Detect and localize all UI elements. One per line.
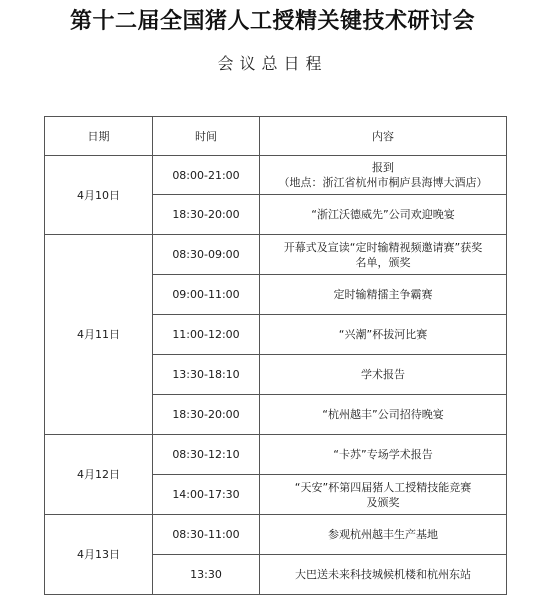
table-header-row xyxy=(45,117,507,156)
time-cell: 14:00-17:30 xyxy=(153,475,260,515)
content-line: 及颁奖 xyxy=(366,495,400,509)
time-cell: 13:30-18:10 xyxy=(153,355,260,395)
content-cell xyxy=(260,235,507,275)
table-row xyxy=(45,235,507,275)
time-cell: 18:30-20:00 xyxy=(153,395,260,435)
header-date: 日期 xyxy=(45,117,153,156)
time-cell: 08:30-12:10 xyxy=(153,435,260,475)
content-cell xyxy=(260,475,507,515)
page-subtitle: 会议总日程 xyxy=(217,54,328,73)
content-cell: 学术报告 xyxy=(260,355,507,395)
content-line: “天安”杯第四届猪人工授精技能竞赛 xyxy=(294,480,472,494)
content-line: 名单，颁奖 xyxy=(355,255,411,269)
content-line: 开幕式及宣读“定时输精视频邀请赛”获奖 xyxy=(283,240,483,254)
content-cell: 参观杭州越丰生产基地 xyxy=(260,515,507,555)
page-title: 第十二届全国猪人工授精关键技术研讨会 xyxy=(69,8,475,34)
schedule-table xyxy=(44,116,507,595)
time-cell: 11:00-12:00 xyxy=(153,315,260,355)
time-cell: 09:00-11:00 xyxy=(153,275,260,315)
time-cell: 08:30-09:00 xyxy=(153,235,260,275)
date-cell: 4月13日 xyxy=(45,515,153,595)
content-cell: “浙江沃德威先”公司欢迎晚宴 xyxy=(260,195,507,235)
content-line: （地点：浙江省杭州市桐庐县海博大酒店） xyxy=(278,176,488,189)
content-cell xyxy=(260,156,507,195)
table-row xyxy=(45,435,507,475)
time-cell: 18:30-20:00 xyxy=(153,195,260,235)
time-cell: 13:30 xyxy=(153,555,260,595)
header-content: 内容 xyxy=(260,117,507,156)
content-cell: 定时输精擂主争霸赛 xyxy=(260,275,507,315)
date-cell: 4月11日 xyxy=(45,235,153,435)
content-cell: “杭州越丰”公司招待晚宴 xyxy=(260,395,507,435)
table-row xyxy=(45,515,507,555)
content-line: 报到 xyxy=(372,161,394,174)
table-row xyxy=(45,156,507,195)
time-cell: 08:00-21:00 xyxy=(153,156,260,195)
time-cell: 08:30-11:00 xyxy=(153,515,260,555)
content-cell: “兴潮”杯拔河比赛 xyxy=(260,315,507,355)
header-time: 时间 xyxy=(153,117,260,156)
content-cell: “卡苏”专场学术报告 xyxy=(260,435,507,475)
date-cell: 4月12日 xyxy=(45,435,153,515)
content-cell: 大巴送未来科技城候机楼和杭州东站 xyxy=(260,555,507,595)
date-cell: 4月10日 xyxy=(45,156,153,235)
